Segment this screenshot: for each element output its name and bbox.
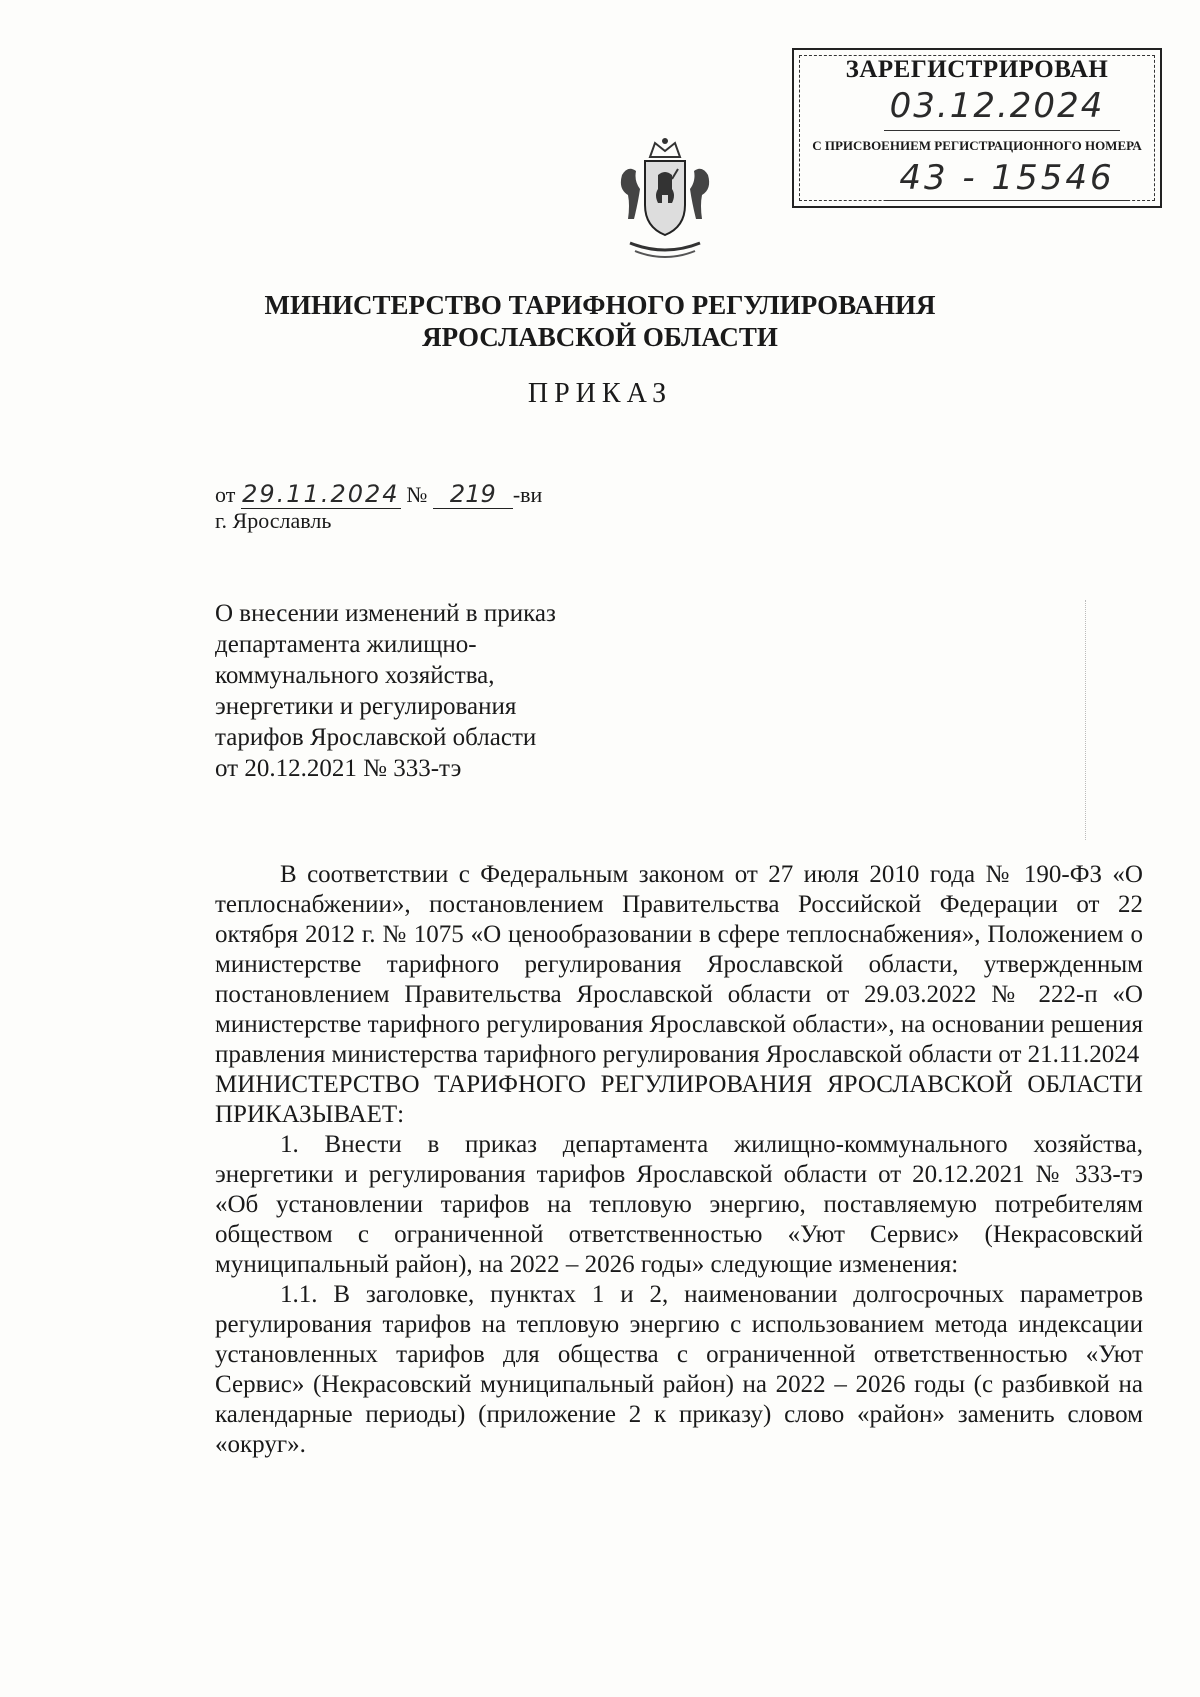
subject-line: департамента жилищно-: [215, 631, 477, 658]
coat-of-arms-icon: [610, 135, 720, 265]
scan-artifact-line: [1085, 600, 1087, 840]
org-name-line1: МИНИСТЕРСТВО ТАРИФНОГО РЕГУЛИРОВАНИЯ: [264, 290, 936, 320]
number-sign: №: [406, 482, 428, 507]
stamp-subtitle: С ПРИСВОЕНИЕМ РЕГИСТРАЦИОННОГО НОМЕРА: [812, 138, 1142, 153]
stamp-date: 03.12.2024: [889, 86, 1105, 126]
subject-line: тарифов Ярославской области: [215, 724, 537, 751]
document-type: ПРИКАЗ: [527, 378, 673, 409]
item-1-paragraph: 1. Внести в приказ департамента жилищно-коммунального хозяйства, энергетики и регулирования тарифов Ярославской области от 20.12.2021 № 333-тэ «Об установлении тарифов на тепловую энергию, поставляемую потребителям обществом с ограниченной ответственностью «Уют Сервис» (Некрасовский муниципальный район), на 2022 – 2026 годы» следующие изменения:: [215, 1131, 1143, 1278]
stamp-underline: [884, 130, 1120, 131]
org-name-line2: ЯРОСЛАВСКОЙ ОБЛАСТИ: [422, 322, 778, 352]
item-1-1-paragraph: 1.1. В заголовке, пунктах 1 и 2, наименовании долгосрочных параметров регулирования тарифов на тепловую энергию с использованием метода индексации установленных тарифов для общества с ограниченной ответственностью «Уют Сервис» (Некрасовский муниципальный район) на 2022 – 2026 годы (с разбивкой на календарные периоды) (приложение 2 к приказу) слово «район» заменить словом «округ».: [215, 1281, 1143, 1458]
subject-line: коммунального хозяйства,: [215, 662, 495, 689]
subject-line: от 20.12.2021 № 333-тэ: [215, 755, 462, 782]
stamp-underline: [884, 200, 1130, 201]
decree-paragraph: МИНИСТЕРСТВО ТАРИФНОГО РЕГУЛИРОВАНИЯ ЯРОСЛАВСКОЙ ОБЛАСТИ ПРИКАЗЫВАЕТ:: [215, 1071, 1143, 1128]
order-date-line: [215, 480, 542, 509]
city: г. Ярославль: [215, 508, 332, 533]
preamble-paragraph: В соответствии с Федеральным законом от 27 июля 2010 года № 190-ФЗ «О теплоснабжении», постановлением Правительства Российской Федерации от 22 октября 2012 г. № 1075 «О ценообразовании в сфере теплоснабжения», Положением о министерстве тарифного регулирования Ярославской области, утвержденным постановлением Правительства Ярославской области от 29.03.2022 № 222-п «О министерстве тарифного регулирования Ярославской области», на основании решения правления министерства тарифного регулирования Ярославской области от 21.11.2024: [215, 861, 1143, 1068]
order-number-suffix: -ви: [512, 482, 543, 507]
order-date: 29.11.2024: [242, 480, 400, 508]
stamp-registration-number: 43 - 15546: [899, 158, 1115, 198]
subject-line: энергетики и регулирования: [215, 693, 517, 720]
subject-line: О внесении изменений в приказ: [215, 600, 556, 627]
order-body: [215, 860, 1143, 1460]
date-prefix: от: [215, 482, 236, 507]
stamp-title: ЗАРЕГИСТРИРОВАН: [845, 56, 1109, 83]
registration-stamp: [792, 48, 1162, 208]
order-number: 219: [433, 480, 513, 509]
order-subject: [215, 598, 635, 784]
